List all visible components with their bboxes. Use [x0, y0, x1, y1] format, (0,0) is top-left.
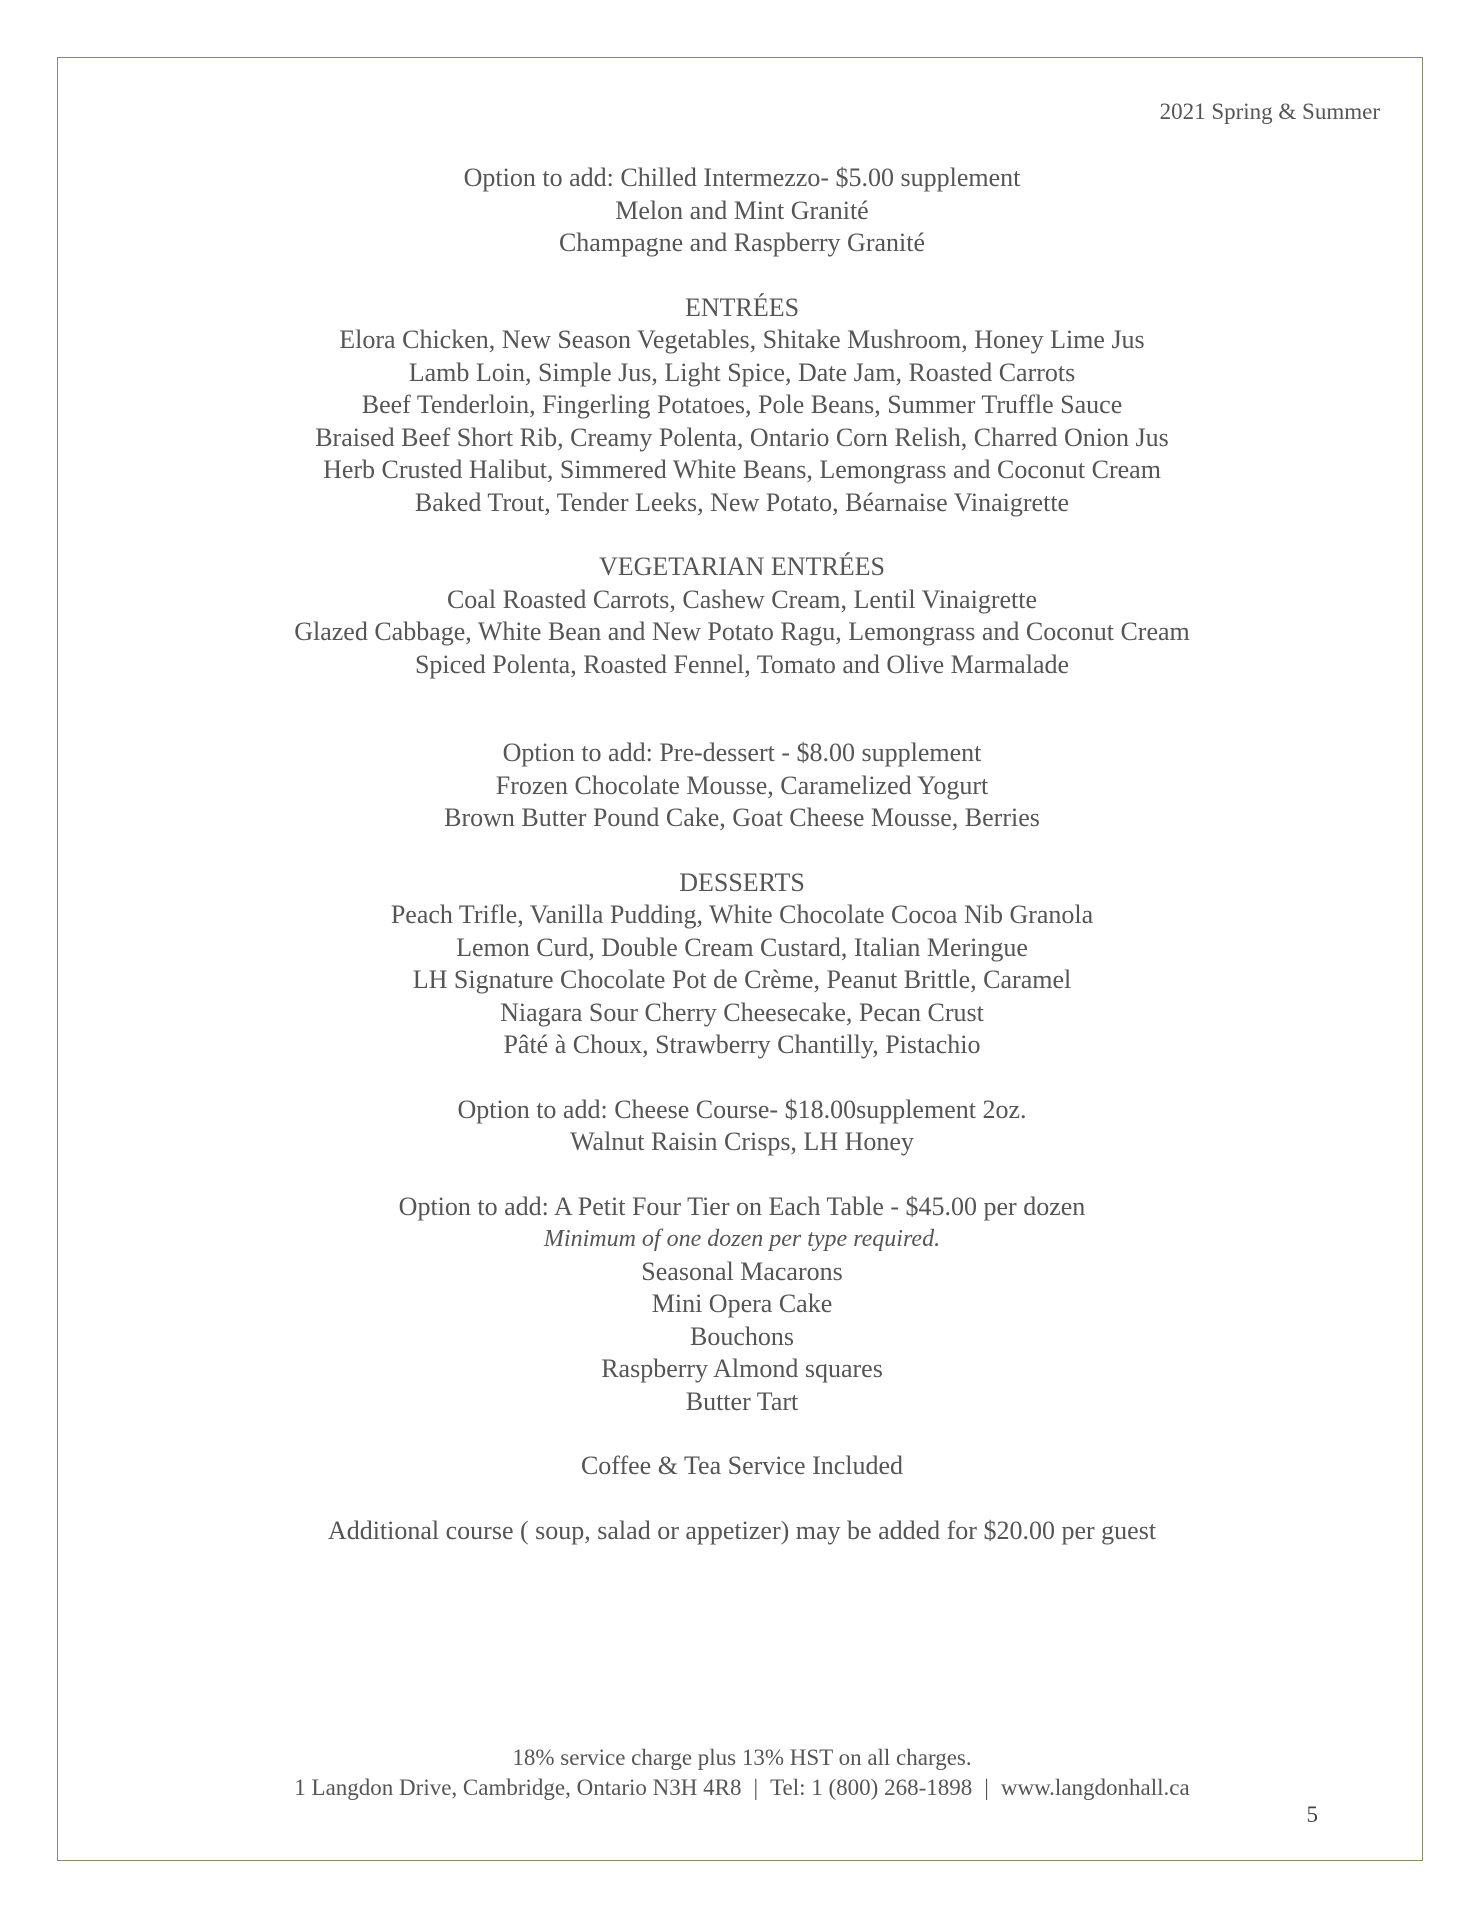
cheese-section [0, 1094, 1484, 1159]
additional-course-note: Additional course ( soup, salad or appetizer) may be added for $20.00 per guest [327, 1515, 1157, 1545]
menu-item: Frozen Chocolate Mousse, Caramelized Yogurt [495, 770, 989, 800]
menu-item: Raspberry Almond squares [601, 1354, 883, 1383]
contact-line [0, 1773, 1484, 1803]
menu-item: Seasonal Macarons [641, 1256, 843, 1286]
page-number: 5 [1306, 1802, 1318, 1827]
phone: Tel: 1 (800) 268-1898 [770, 1775, 973, 1800]
website-link[interactable]: www.langdonhall.ca [1000, 1775, 1190, 1800]
intermezzo-title: Option to add: Chilled Intermezzo- $5.00 supplement [463, 163, 1021, 192]
menu-item: Butter Tart [685, 1386, 799, 1416]
entrees-heading: ENTRÉES [684, 292, 800, 322]
menu-item: Brown Butter Pound Cake, Goat Cheese Mousse, Berries [444, 803, 1040, 832]
menu-item: Coal Roasted Carrots, Cashew Cream, Lentil Vinaigrette [446, 584, 1038, 614]
menu-item: Spiced Polenta, Roasted Fennel, Tomato and Olive Marmalade [414, 649, 1070, 679]
cheese-title: Option to add: Cheese Course- $18.00supplement 2oz. [457, 1094, 1027, 1124]
desserts-heading: DESSERTS [679, 867, 805, 897]
menu-item: Mini Opera Cake [651, 1289, 833, 1318]
address: 1 Langdon Drive, Cambridge, Ontario N3H 4R8 [294, 1775, 742, 1800]
footer [0, 1743, 1484, 1803]
pre-dessert-title: Option to add: Pre-dessert - $8.00 supplement [502, 738, 982, 767]
menu-item: Lamb Loin, Simple Jus, Light Spice, Date Jam, Roasted Carrots [408, 357, 1076, 387]
menu-item: Lemon Curd, Double Cream Custard, Italian Meringue [456, 932, 1028, 962]
intermezzo-section [0, 162, 1484, 260]
petit-four-note: Minimum of one dozen per type required. [543, 1226, 941, 1252]
petit-four-title: Option to add: A Petit Four Tier on Each Table - $45.00 per dozen [398, 1191, 1086, 1221]
menu-item: Bouchons [690, 1321, 794, 1351]
menu-item: Niagara Sour Cherry Cheesecake, Pecan Crust [500, 997, 984, 1027]
menu-item: Melon and Mint Granité [615, 195, 869, 225]
menu-item: Beef Tenderloin, Fingerling Potatoes, Pole Beans, Summer Truffle Sauce [361, 390, 1123, 419]
menu-item: Braised Beef Short Rib, Creamy Polenta, Ontario Corn Relish, Charred Onion Jus [315, 422, 1169, 452]
menu-item: Baked Trout, Tender Leeks, New Potato, Béarnaise Vinaigrette [414, 487, 1070, 517]
menu-body [0, 162, 1484, 1547]
menu-item: Peach Trifle, Vanilla Pudding, White Chocolate Cocoa Nib Granola [390, 900, 1094, 929]
entrees-section [0, 292, 1484, 520]
season-label: 2021 Spring & Summer [1159, 99, 1380, 124]
separator: | [984, 1775, 989, 1800]
menu-item: LH Signature Chocolate Pot de Crème, Peanut Brittle, Caramel [412, 965, 1072, 994]
menu-item: Pâté à Choux, Strawberry Chantilly, Pistachio [503, 1030, 981, 1059]
menu-item: Glazed Cabbage, White Bean and New Potato Ragu, Lemongrass and Coconut Cream [294, 617, 1190, 646]
pre-dessert-section [0, 737, 1484, 835]
desserts-section [0, 867, 1484, 1062]
vegetarian-entrees-section [0, 551, 1484, 681]
menu-item: Walnut Raisin Crisps, LH Honey [570, 1127, 914, 1156]
service-charge-note: 18% service charge plus 13% HST on all charges. [512, 1745, 972, 1770]
petit-four-section [0, 1191, 1484, 1419]
coffee-note: Coffee & Tea Service Included [580, 1451, 904, 1480]
separator: | [753, 1775, 759, 1800]
menu-item: Herb Crusted Halibut, Simmered White Beans, Lemongrass and Coconut Cream [323, 455, 1161, 484]
menu-item: Champagne and Raspberry Granité [558, 228, 926, 257]
vegetarian-entrees-heading: VEGETARIAN ENTRÉES [598, 552, 886, 581]
menu-item: Elora Chicken, New Season Vegetables, Shitake Mushroom, Honey Lime Jus [339, 325, 1145, 354]
